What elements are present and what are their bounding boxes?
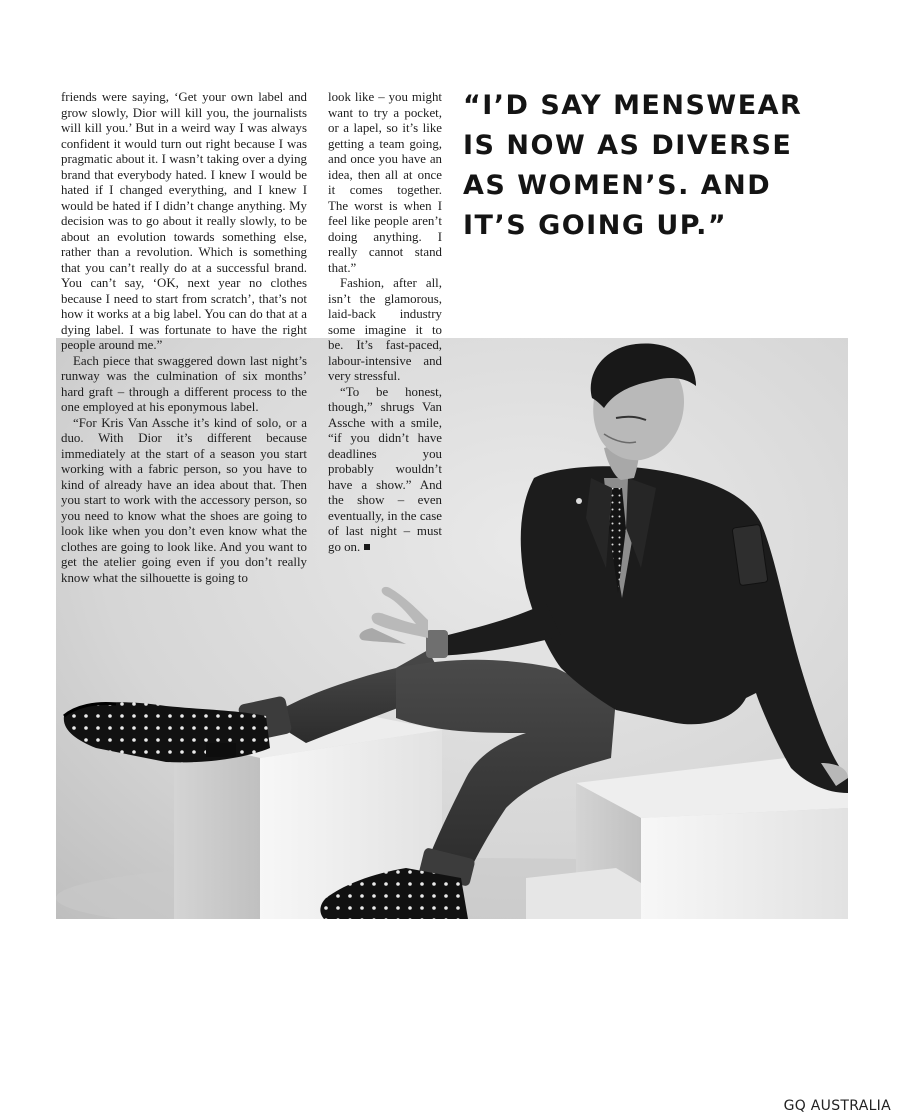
article-column-2 — [328, 90, 442, 555]
paragraph: “For Kris Van Assche it’s kind of solo, or a duo. With Dior it’s different because immediately at the start of a season you start working with a fabric person, so you have to kind of already have an idea about that. Then you start to work with the accessory person, so you need to know what the shoes are going to look like when you don’t even know what the clothes are going to look like. And you want to get the atelier going even if you don’t really know what the silhouette is going to — [61, 415, 307, 585]
article-column-1 — [61, 90, 307, 586]
magazine-folio: GQ AUSTRALIA — [783, 1098, 891, 1114]
paragraph: Each piece that swaggered down last night’s runway was the culmination of six months’ hard graft – through a different process to the one employed at his eponymous label. — [61, 353, 307, 414]
paragraph: look like – you might want to try a pocket, or a lapel, so it’s like getting a team going, and once you have an idea, then all at once it comes together. The worst is when I feel like people aren’t doing anything. I really cannot stand that.” — [328, 90, 442, 275]
paragraph: friends were saying, ‘Get your own label and grow slowly, Dior will kill you, the journalists will kill you.’ But in a weird way I was always confident it would turn out right because I was pragmatic about it. I wasn’t taking over a dying brand that everybody hated. I knew I would be hated if I changed everything, and I knew I would be hated if I didn’t change anything. My decision was to go about it really slowly, to be about an evolution towards something else, rather than a revolution. Which is something that you can’t really do at a successful brand. You can’t say, ‘OK, next year no clothes because I need to start from scratch’, that’s not how it works at a big label. You can do that at a dying label. I was fortunate to have the right people around me.” — [61, 90, 307, 352]
pull-quote-line: “I’D SAY MENSWEAR — [463, 90, 803, 121]
pull-quote-line: AS WOMEN’S. AND — [463, 170, 772, 201]
pull-quote-line: IS NOW AS DIVERSE — [463, 130, 793, 161]
paragraph-final — [328, 385, 442, 556]
paragraph-text: “To be honest, though,” shrugs Van Assche with a smile, “if you didn’t have deadlines you probably wouldn’t have a show.” And the show – even eventually, in the case of last night – must go on. — [328, 384, 442, 554]
end-mark-icon — [364, 544, 370, 550]
pull-quote-line: IT’S GOING UP.” — [463, 210, 728, 241]
paragraph: Fashion, after all, isn’t the glamorous, laid-back industry some imagine it to be. It’s fast-paced, labour-intensive and very stressful. — [328, 276, 442, 383]
pull-quote — [463, 86, 863, 246]
